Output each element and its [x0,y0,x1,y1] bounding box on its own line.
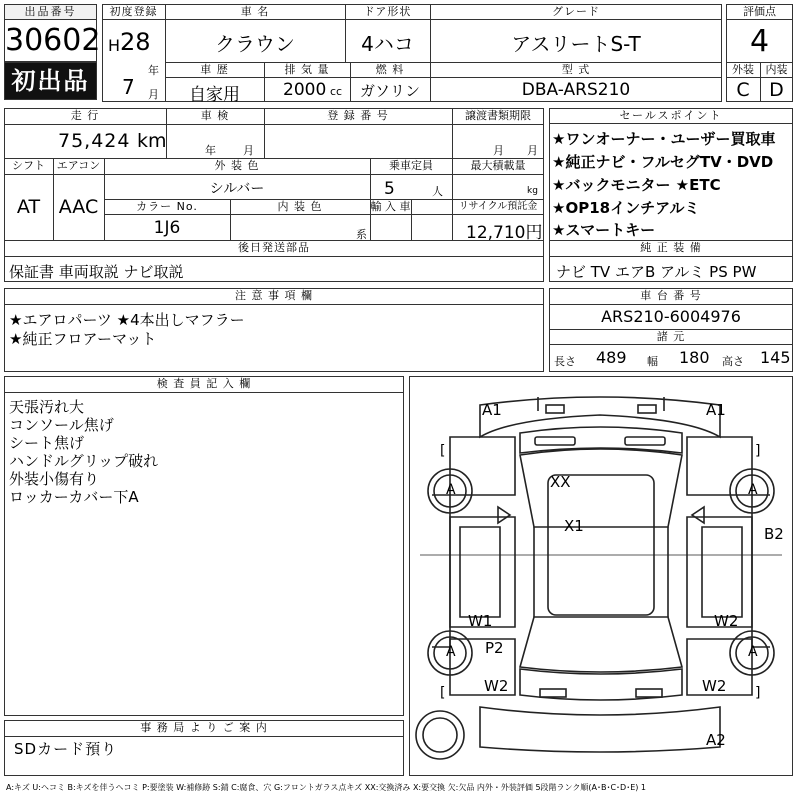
lot-number-label: 出品番号 [5,5,96,20]
bracket-open-top: [ [440,443,446,459]
note-1: ★エアロパーツ ★4本出しマフラー [9,311,245,329]
displacement-label: 排 気 量 [284,63,330,76]
score-label: 評価点 [743,5,776,18]
mark-front-left: A1 [482,401,502,419]
transfer-deadline-label: 譲渡書類期限 [465,109,531,122]
capacity-label: 乗車定員 [389,159,433,172]
inspector-note-2: コンソール焦げ [9,416,114,434]
chassis-no-label: 車 台 番 号 [640,289,702,302]
ext-color: シルバー [209,181,265,197]
fuel-label: 燃 料 [375,63,405,76]
mark-roof: XX [550,473,571,491]
later-parts: 保証書 車両取説 ナビ取説 [9,263,184,281]
color-no: 1J6 [153,218,181,238]
wheel-rr-mark: A [748,644,758,660]
exterior-label: 外装 [732,63,754,76]
office-notes-label: 事 務 局 よ り ご 案 内 [140,721,268,734]
wheel-fl-mark: A [446,482,456,498]
reg-year: 28 [120,28,151,56]
capacity: 5 [384,179,395,199]
color-no-label: カラー No. [136,200,198,213]
first-reg-label: 初度登録 [109,5,158,18]
bracket-open-bottom: [ [440,685,446,701]
sales-point-4: ★OP18インチアルミ [552,199,700,217]
genuine-equipment-label: 純 正 装 備 [640,241,702,254]
sales-point-2: ★純正ナビ・フルセグTV・DVD [552,153,774,171]
month-unit: 月 [148,88,160,101]
import-label: 輸 入 車 [370,200,411,213]
later-parts-label: 後日発送部品 [238,241,310,254]
length: 489 [596,348,627,367]
mileage: 75,424 [58,130,131,152]
mark-rear: A2 [706,731,726,749]
kg-unit: kg [527,186,538,196]
sales-point-5: ★スマートキー [552,221,656,239]
car-name: クラウン [215,32,295,56]
kei-unit: 系 [356,228,368,241]
history: 自家用 [189,85,240,105]
shift-label: シフト [12,159,45,172]
sales-point-3: ★バックモニター ★ETC [552,176,721,194]
car-diagram-box [409,376,793,776]
mark-right-rear: W2 [702,677,727,695]
mark-right-side: B2 [764,525,784,543]
legend: A:キズ U:ヘコミ B:キズを伴うヘコミ P:要塗装 W:補修跡 S:錆 C:腐食、穴 G:フロントガラス点キズ XX:交換済み X:要交換 欠:欠品 内外・外装評価 5段階ランク順(A･B･C･D･E) 1 [6,783,647,792]
grade: アスリートS-T [511,32,641,56]
inspector-note-4: ハンドルグリップ破れ [9,452,159,470]
score: 4 [749,24,770,59]
reg-month: 7 [122,75,135,99]
displacement: 2000 [283,80,327,100]
exterior-grade: C [736,79,750,101]
mark-left-mid: W1 [468,612,493,630]
grade-label: グレード [552,5,600,18]
model-code-label: 型 式 [561,63,591,76]
history-label: 車 歴 [200,63,229,76]
inspection-year-unit: 年 [205,144,217,157]
transfer-month-unit: 月 [493,144,505,157]
inspector-notes-label: 検 査 員 記 入 欄 [156,377,252,390]
car-diagram [410,377,792,775]
inspector-note-3: シート焦げ [9,434,85,452]
inspection-month-unit: 月 [243,144,255,157]
sales-point-1: ★ワンオーナー・ユーザー買取車 [552,130,776,148]
mark-right-mid: W2 [714,612,739,630]
specs-label: 諸 元 [656,330,686,343]
height: 145 [760,348,791,367]
inspection-label: 車 検 [200,109,230,122]
lot-number-box [4,4,101,62]
chassis-number: ARS210-6004976 [601,307,741,326]
era-letter: H [108,36,121,55]
model-code: DBA-ARS210 [521,80,631,100]
aircon: AAC [58,196,99,218]
cc-unit: cc [330,85,343,98]
length-label: 長さ [554,355,576,368]
shift: AT [16,196,41,218]
car-name-label: 車 名 [240,5,270,18]
recycle-label: リサイクル預託金 [458,201,538,212]
wheel-fr-mark: A [748,482,758,498]
lot-number: 30602 [5,23,101,58]
ext-color-label: 外 装 色 [214,159,260,172]
inspector-note-1: 天張汚れ大 [9,398,85,416]
int-color-label: 内 装 色 [277,200,323,213]
interior-grade: D [769,79,784,101]
mark-left-rear-door: P2 [485,639,504,657]
year-unit: 年 [148,64,160,77]
first-listing-label: 初出品 [11,67,90,95]
bracket-close-bottom: ] [755,685,761,701]
reg-no-label: 登 録 番 号 [327,109,389,122]
width-label: 幅 [647,355,658,368]
fuel: ガソリン [359,82,420,100]
door-label: ドア形状 [363,5,412,18]
inspector-note-5: 外装小傷有り [9,470,100,488]
first-listing-badge [4,62,97,100]
people-unit: 人 [432,185,444,198]
mark-center: X1 [564,517,584,535]
mileage-label: 走 行 [70,109,100,122]
genuine-equipment: ナビ TV エアB アルミ PS PW [556,263,757,281]
sales-points-label: セールスポイント [550,109,792,124]
max-load-label: 最大積載量 [470,159,526,172]
notes-label: 注 意 事 項 欄 [235,289,313,302]
aircon-label: エアコン [56,159,101,172]
transfer-day-unit: 月 [527,144,539,157]
door-type: 4ハコ [361,32,414,56]
note-2: ★純正フロアーマット [9,330,157,348]
bracket-close-top: ] [755,443,761,459]
inspector-note-6: ロッカーカバー下A [9,488,139,506]
recycle-fee: 12,710円 [466,223,543,243]
height-label: 高さ [722,355,744,368]
wheel-rl-mark: A [446,644,456,660]
mark-front-right: A1 [706,401,726,419]
interior-label: 内装 [765,63,788,76]
km-unit: km [137,130,167,152]
office-note: SDカード預り [14,740,118,758]
mark-left-rear: W2 [484,677,509,695]
width: 180 [679,348,710,367]
